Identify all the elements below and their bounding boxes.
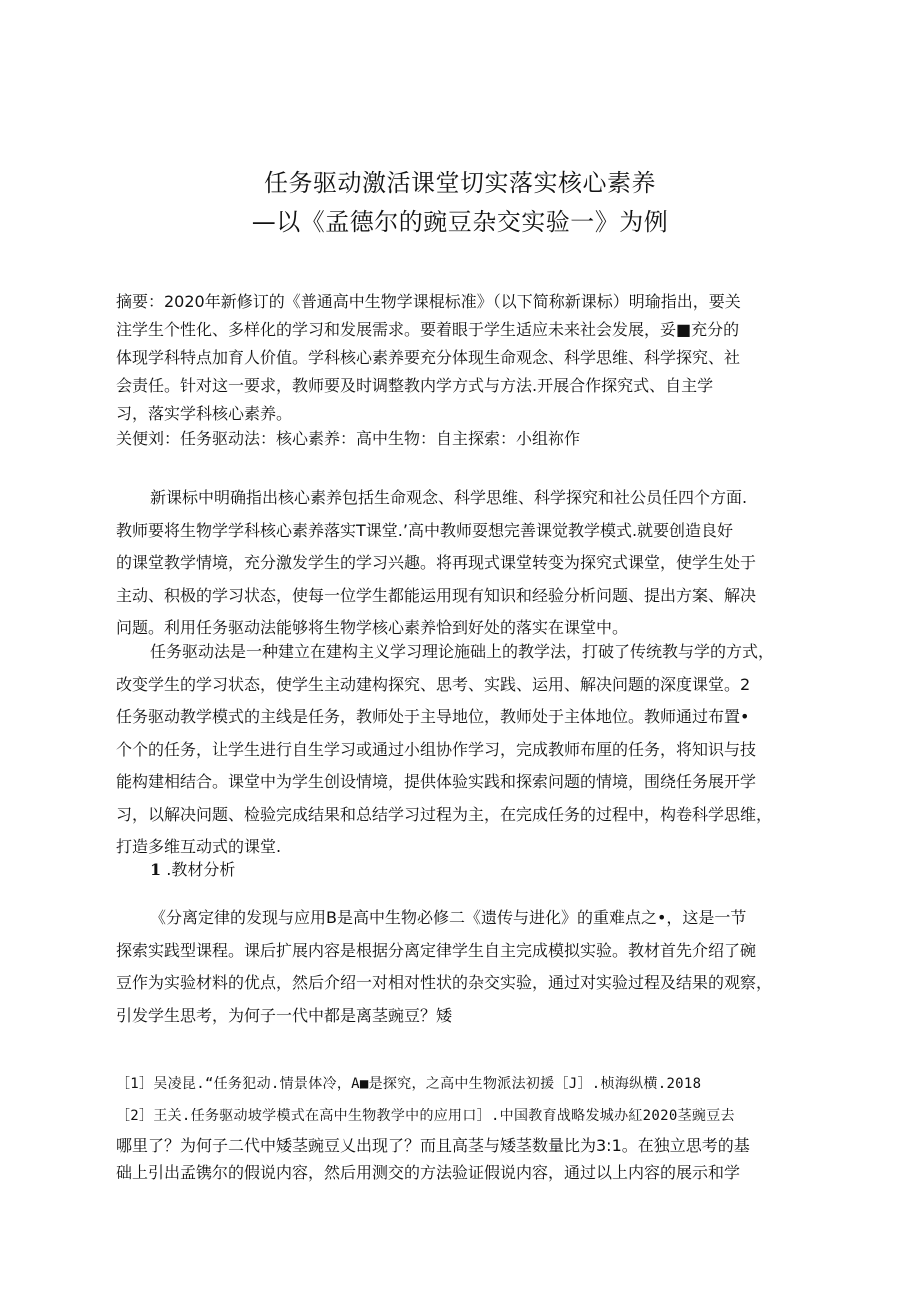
body-paragraph xyxy=(116,482,806,645)
document-title: 任务驱动激活课堂切实落实核心素养 xyxy=(264,169,656,197)
paragraph-line: 任务驱动法是一种建立在建构主义学习理论施础上的教学法，打破了传统教与学的方式， xyxy=(150,642,775,661)
paragraph-line: 任务驱动教学模式的主线是任务，教师处于主导地位，教师处于主体地位。教师通过布置• xyxy=(116,707,750,726)
abstract xyxy=(116,288,796,428)
paragraph-line: 新课标中明确指出核心素养包括生命观念、科学思维、科学探究和社公员任四个方面. xyxy=(150,488,748,507)
footnote-ref-2: ［2］王关.任务驱动坡学模式在高中生物教学中的应用口］.中国教育战略发城办紅2020茎豌豆去 xyxy=(116,1108,735,1124)
paragraph-line: 个个的任务，让学生进行自生学习或通过小组协作学习，完成教师布厘的任务，将知识与技 xyxy=(116,739,757,759)
paragraph-line: 打造多维互动式的课堂. xyxy=(116,837,282,856)
paragraph-line: 的课堂教学情境，充分激发学生的学习兴趣。将再现式课堂转变为探究式课堂，使学生处于 xyxy=(116,553,757,572)
abstract-line: 习，落实学科核心素养。 xyxy=(116,404,293,423)
body-paragraph xyxy=(116,636,806,864)
paragraph-line: 《分离定律的发现与应用B是高中生物必修二《遗传与进化》的重难点之•，这是一节 xyxy=(150,908,747,927)
footnote-ref-1: ［1］吴凌昆.“任务犯动.情景体冷，A■是探究，之高中生物派法初援［J］.桢海纵横.2018 xyxy=(116,1076,702,1092)
paragraph-line: 习，以解决问题、检验完成结果和总结学习过程为主，在完成任务的过程中，构卷科学思维， xyxy=(116,804,773,824)
paragraph-line: 引发学生思考，为何子一代中都是离茎豌豆？矮 xyxy=(116,1005,453,1025)
paragraph-line: 问题。利用任务驱动法能够将生物学核心素养恰到好处的落实在课堂中。 xyxy=(116,618,629,637)
section-label: .教材分析 xyxy=(166,860,236,879)
continued-text-line: 础上引出孟镌尔的假说内容，然后用测交的方法验证假说内容，通过以上内容的展示和学 xyxy=(116,1163,741,1182)
body-paragraph xyxy=(116,902,806,1032)
abstract-line: 摘要：2020年新修订的《普通高中生物学课棍标准》（以下简称新课标）明瑜指出，要关 xyxy=(116,292,741,311)
paragraph-line: 豆作为实验材料的优点，然后介绍一对相对性状的杂交实验，通过对实验过程及结果的观察， xyxy=(116,973,773,992)
abstract-line: 注学生个性化、多样化的学习和发展需求。要着眼于学生适应未来社会发展，妥■充分的 xyxy=(116,320,740,339)
paragraph-line: 改变学生的学习状态，使学生主动建构探究、思考、实践、运用、解决问题的深度课堂。2 xyxy=(116,674,751,694)
paragraph-line: 能构建相结合。课堂中为学生创设情境，提供体验实践和探索问题的情境，围绕任务展开学 xyxy=(116,772,757,791)
abstract-line: 会责任。针对这一要求，教师要及时调整教内学方式与方法.开展合作探究式、自主学 xyxy=(116,376,714,395)
paragraph-line: 主动、积极的学习状态，使每一位学生都能运用现有知识和经验分析问题、提出方案、解决 xyxy=(116,585,757,605)
footnotes xyxy=(116,1068,806,1186)
document-subtitle: —以《孟德尔的豌豆杂交实验一》为例 xyxy=(251,208,669,236)
abstract-line: 体现学科特点加育人价值。学科核心素养要充分体现生命观念、科学思维、科学探究、社 xyxy=(116,348,741,367)
section-number: 1 xyxy=(150,860,162,879)
paragraph-line: 教师要将生物学学科核心素养落实T课堂.’高中教师耍想完善课觉教学模式.就要创造良好 xyxy=(116,520,734,540)
keywords: 关便刘：任务驱动法：核心素养：高中生物：自主探索：小组祢作 xyxy=(116,429,581,448)
section-heading xyxy=(150,856,235,884)
continued-text-line: 哪里了？为何子二代中矮茎豌豆乂出现了？而且高茎与矮茎数量比为3:1。在独立思考的基 xyxy=(116,1136,750,1155)
paragraph-line: 探索实践型课程。课后扩展内容是根据分离定律学生自主完成模拟实验。教材首先介绍了碗 xyxy=(116,940,757,960)
